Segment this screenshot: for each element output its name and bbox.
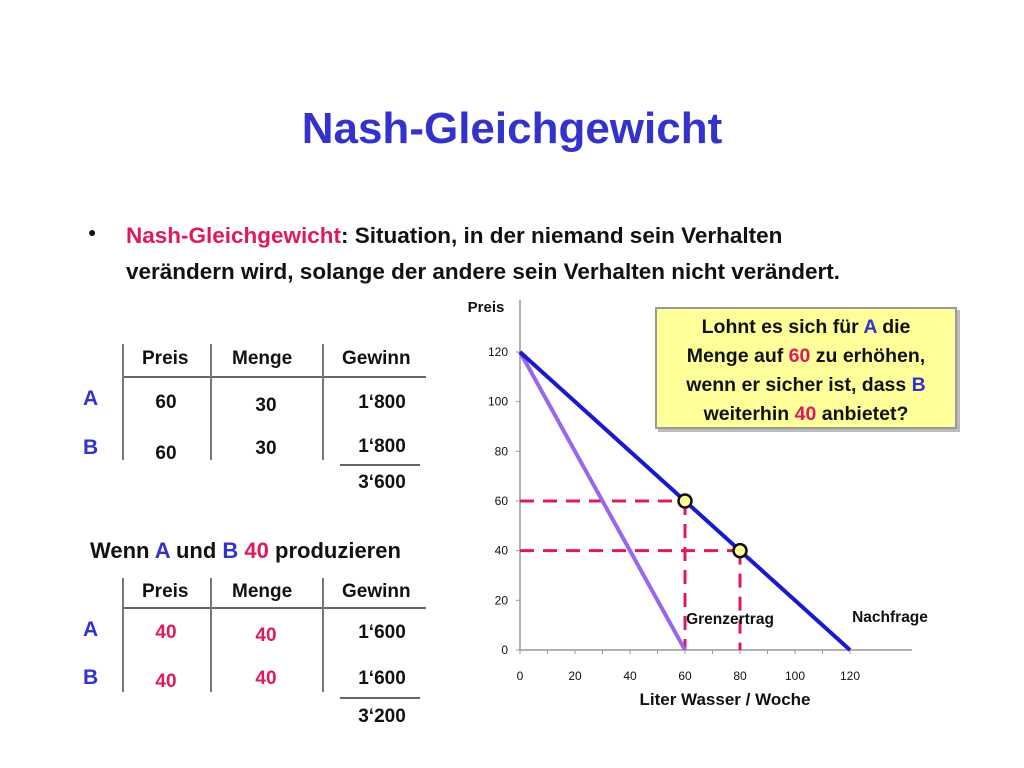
table2-row-b-gewinn: 1‘600 <box>358 668 406 689</box>
x-tick-label: 60 <box>678 669 692 683</box>
callout-l1b: A <box>863 316 877 338</box>
series-label-grenzertrag: Grenzertrag <box>686 611 774 628</box>
definition-line1: : Situation, in der niemand sein Verhalten <box>341 223 783 248</box>
table2-row-a-preis: 40 <box>155 622 177 643</box>
question-callout <box>655 307 957 429</box>
callout-l3a: wenn er sicher ist, dass <box>686 374 912 396</box>
bullet-dot: ● <box>88 224 97 240</box>
callout-l4a: weiterhin <box>703 403 795 425</box>
table2-header-preis: Preis <box>142 581 189 602</box>
definition-line2: verändern wird, solange der andere sein Verhalten nicht verändert. <box>126 259 840 284</box>
table2-total: 3‘200 <box>358 706 406 727</box>
table1-total: 3‘600 <box>358 472 406 493</box>
table1-row-a-menge: 30 <box>255 395 277 416</box>
y-tick-label: 120 <box>487 345 508 359</box>
x-axis-label: Liter Wasser / Woche <box>639 690 811 709</box>
callout-l2c: zu erhöhen, <box>810 345 926 367</box>
table1-row-b-gewinn: 1‘800 <box>358 436 406 457</box>
x-tick-label: 120 <box>839 669 861 683</box>
table2-row-b-label: B <box>83 666 99 689</box>
table1-row-a-label: A <box>83 387 99 410</box>
table1-row-a-gewinn: 1‘800 <box>358 392 406 413</box>
table2-header-menge: Menge <box>232 581 293 602</box>
scenario2-quantity: 40 <box>244 538 269 563</box>
definition-term: Nash-Gleichgewicht <box>126 223 342 248</box>
table2-row-a-label: A <box>83 618 99 641</box>
y-tick-label: 0 <box>501 643 508 657</box>
table1-row-a-preis: 60 <box>155 392 177 413</box>
table2-header-gewinn: Gewinn <box>342 581 411 602</box>
y-tick-label: 60 <box>494 494 508 508</box>
equilibrium-point <box>679 495 692 508</box>
table2-row-a-gewinn: 1‘600 <box>358 622 406 643</box>
x-tick-label: 20 <box>568 669 582 683</box>
callout-l2a: Menge auf <box>686 345 789 367</box>
scenario2-prefix: Wenn <box>90 538 155 563</box>
callout-l1a: Lohnt es sich für <box>701 316 864 338</box>
scenario2-a: A <box>154 538 170 563</box>
table1-header-menge: Menge <box>232 348 293 369</box>
scenario2-b: B <box>222 538 239 563</box>
y-tick-label: 20 <box>494 593 508 608</box>
x-tick-label: 100 <box>784 669 806 683</box>
equilibrium-point <box>734 544 747 557</box>
x-tick-label: 40 <box>623 669 637 683</box>
callout-l3b: B <box>911 374 926 396</box>
callout-l4b: 40 <box>794 403 817 425</box>
callout-l4c: anbietet? <box>816 403 909 425</box>
scenario2-mid: und <box>169 538 223 563</box>
table1-header-gewinn: Gewinn <box>342 348 411 369</box>
table2-row-b-menge: 40 <box>255 668 277 689</box>
table2-row-b-preis: 40 <box>155 671 177 692</box>
table1-row-b-label: B <box>83 436 99 459</box>
callout-l2b: 60 <box>788 345 811 367</box>
page-title: Nash-Gleichgewicht <box>301 104 723 153</box>
table1-row-b-preis: 60 <box>155 443 177 464</box>
x-tick-label: 80 <box>733 669 747 683</box>
scenario2-suffix: produzieren <box>268 538 401 563</box>
series-label-nachfrage: Nachfrage <box>852 609 928 626</box>
y-tick-label: 40 <box>494 543 508 558</box>
y-tick-label: 100 <box>487 394 508 409</box>
table1-header-preis: Preis <box>142 348 189 369</box>
y-axis-label: Preis <box>467 299 505 316</box>
x-tick-label: 0 <box>516 669 524 683</box>
table1-row-b-menge: 30 <box>255 438 277 459</box>
y-tick-label: 80 <box>494 444 508 459</box>
table2-row-a-menge: 40 <box>255 625 277 646</box>
callout-l1c: die <box>876 316 911 338</box>
